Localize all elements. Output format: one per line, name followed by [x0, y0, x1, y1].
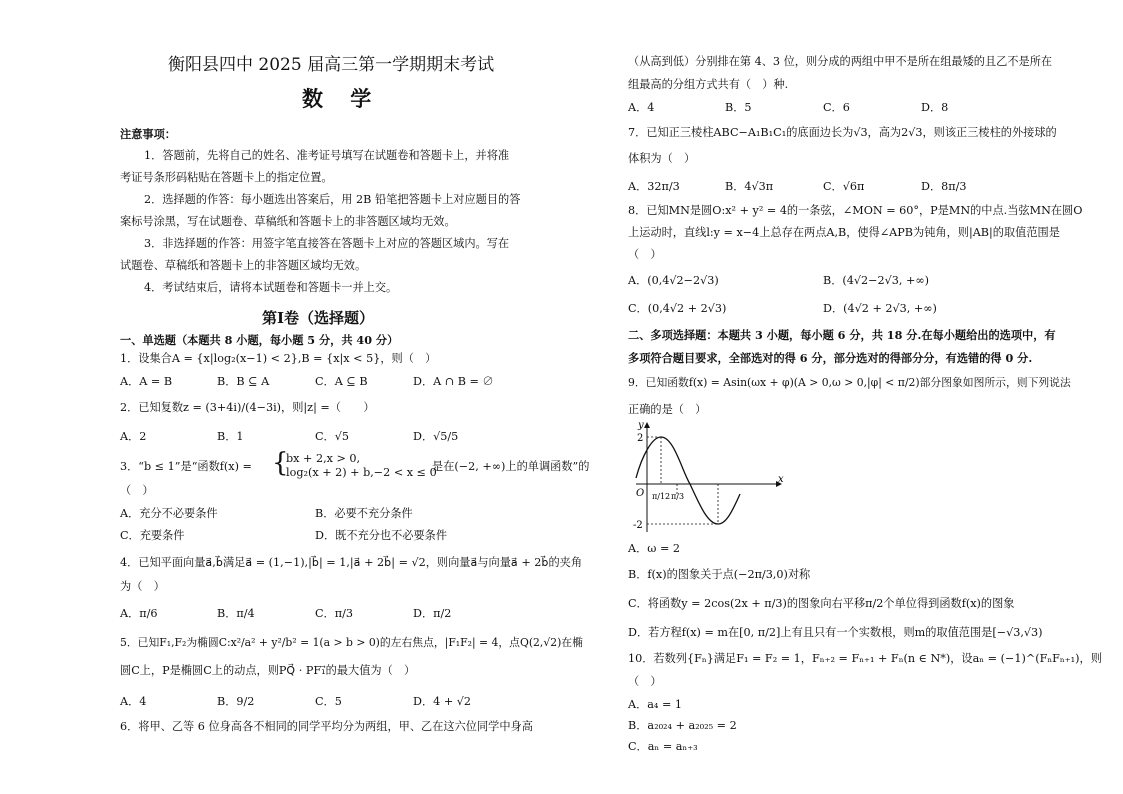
- question-4a: 4．已知平面向量a⃗,b⃗满足a⃗ = (1,−1),|b⃗| = 1,|a⃗ + 2b⃗| = √2，则向量a⃗与向量a⃗ + 2b⃗的夹角: [120, 556, 583, 569]
- notice-2a: 2．选择题的作答：每小题选出答案后，用 2B 铅笔把答题卡上对应题目的答: [144, 193, 521, 206]
- q4-option-a: A．π/6: [120, 607, 158, 620]
- q8-option-d: D．(4√2 + 2√3, +∞): [823, 302, 937, 315]
- q7-option-a: A．32π/3: [628, 180, 680, 193]
- question-1: 1．设集合A = {x|log₂(x−1) < 2},B = {x|x < 5}，则（ ）: [120, 352, 437, 365]
- q1-option-a: A．A = B: [120, 375, 173, 388]
- y-axis-label: y: [638, 420, 644, 431]
- q10-option-a: A．a₄ = 1: [628, 698, 683, 711]
- question-10a: 10．若数列{Fₙ}满足F₁ = F₂ = 1，Fₙ₊₂ = Fₙ₊₁ + Fₙ(n ∈ N*)，设aₙ = (−1)^(FₙFₙ₊₁)，则: [628, 652, 1102, 665]
- question-8b: 上运动时，直线l:y = x−4上总存在两点A,B，使得∠APB为钝角，则|AB|的取值范围是: [628, 226, 1060, 239]
- q1-option-b: B．B ⊆ A: [217, 375, 270, 388]
- y-min-label: -2: [633, 520, 643, 531]
- exam-title: 衡阳县四中 2025 届高三第一学期期末考试: [168, 55, 495, 75]
- question-6c: 组最高的分组方式共有（ ）种.: [628, 78, 789, 91]
- question-7b: 体积为（ ）: [628, 152, 696, 165]
- q2-option-a: A．2: [120, 430, 147, 443]
- x-tick-1-label: π/12: [652, 492, 671, 501]
- x-axis-label: x: [778, 474, 784, 485]
- q3-case-2: log₂(x + 2) + b,−2 < x ≤ 0: [286, 466, 437, 479]
- q3-case-1: bx + 2,x > 0,: [286, 452, 361, 465]
- notice-3b: 试题卷、草稿纸和答题卡上的非答题区域均无效。: [120, 259, 367, 272]
- q3-option-d: D．既不充分也不必要条件: [315, 529, 448, 542]
- q6-option-b: B．5: [725, 101, 752, 114]
- q5-option-a: A．4: [120, 695, 147, 708]
- q1-option-c: C．A ⊆ B: [315, 375, 368, 388]
- q1-option-d: D．A ∩ B = ∅: [413, 375, 494, 388]
- q9-option-a: A．ω = 2: [628, 542, 680, 555]
- question-9b: 正确的是（ ）: [628, 403, 707, 416]
- question-8c: （ ）: [628, 248, 662, 261]
- notice-3a: 3．非选择题的作答：用签字笔直接答在答题卡上对应的答题区域内。写在: [144, 237, 510, 250]
- q3-brace: {: [272, 448, 289, 478]
- q7-option-b: B．4√3π: [725, 180, 774, 193]
- q6-option-c: C．6: [823, 101, 850, 114]
- question-10b: （ ）: [628, 675, 662, 688]
- question-3-paren: （ ）: [120, 484, 154, 497]
- q4-option-c: C．π/3: [315, 607, 353, 620]
- section1-heading: 一、单选题（本题共 8 小题，每小题 5 分，共 40 分）: [120, 333, 399, 347]
- origin-label: O: [636, 488, 645, 499]
- q6-option-a: A．4: [628, 101, 655, 114]
- q2-option-b: B．1: [217, 430, 244, 443]
- section2-heading-a: 二、多项选择题：本题共 3 小题，每小题 6 分，共 18 分.在每小题给出的选项中，有: [628, 328, 1056, 342]
- question-9a: 9．已知函数f(x) = Asin(ωx + φ)(A > 0,ω > 0,|φ| < π/2)部分图象如图所示，则下列说法: [628, 376, 1071, 389]
- question-4b: 为（ ）: [120, 580, 165, 593]
- question-3-suffix: 是在(−2, +∞)上的单调函数”的: [432, 460, 590, 473]
- section2-heading-b: 多项符合题目要求，全部选对的得 6 分，部分选对的得部分分，有选错的得 0 分.: [628, 351, 1033, 365]
- sine-graph: [628, 416, 788, 536]
- q9-option-c: C．将函数y = 2cos(2x + π/3)的图象向右平移π/2个单位得到函数f(x)的图象: [628, 597, 1015, 610]
- q2-option-c: C．√5: [315, 430, 349, 443]
- question-7a: 7．已知正三棱柱ABC−A₁B₁C₁的底面边长为√3，高为2√3，则该正三棱柱的外接球的: [628, 126, 1057, 139]
- q7-option-d: D．8π/3: [921, 180, 967, 193]
- question-6b: （从高到低）分别排在第 4、3 位，则分成的两组中甲不是所在组最矮的且乙不是所在: [628, 55, 1053, 68]
- y-axis-arrow: [644, 422, 650, 428]
- q5-option-b: B．9/2: [217, 695, 255, 708]
- q10-option-c: C．aₙ = aₙ₊₃: [628, 740, 698, 753]
- question-2: 2．已知复数z = (3+4i)/(4−3i)，则|z| =（ ）: [120, 401, 375, 414]
- y-max-label: 2: [637, 433, 644, 444]
- question-3-prefix: 3．“b ≤ 1”是“函数f(x) =: [120, 460, 252, 473]
- q8-option-c: C．(0,4√2 + 2√3): [628, 302, 727, 315]
- q8-option-a: A．(0,4√2−2√3): [628, 274, 719, 287]
- question-8a: 8．已知MN是圆O:x² + y² = 4的一条弦，∠MON = 60°，P是MN的中点.当弦MN在圆O: [628, 204, 1083, 217]
- q2-option-d: D．√5/5: [413, 430, 459, 443]
- q6-option-d: D．8: [921, 101, 949, 114]
- q9-option-d: D．若方程f(x) = m在[0, π/2]上有且只有一个实数根，则m的取值范围是[−√3,√3): [628, 626, 1043, 639]
- q7-option-c: C．√6π: [823, 180, 865, 193]
- q3-option-a: A．充分不必要条件: [120, 507, 218, 520]
- question-6a: 6．将甲、乙等 6 位身高各不相同的同学平均分为两组，甲、乙在这六位同学中身高: [120, 720, 533, 733]
- q3-option-b: B．必要不充分条件: [315, 507, 413, 520]
- subject-title: 数 学: [302, 86, 382, 111]
- sine-curve: [636, 437, 740, 524]
- notice-1a: 1．答题前，先将自己的姓名、准考证号填写在试题卷和答题卡上，并将准: [144, 149, 510, 162]
- notice-heading: 注意事项：: [120, 127, 176, 141]
- q5-option-c: C．5: [315, 695, 342, 708]
- question-5a: 5．已知F₁,F₂为椭圆C:x²/a² + y²/b² = 1(a > b > 0)的左右焦点，|F₁F₂| = 4，点Q(2,√2)在椭: [120, 636, 583, 649]
- x-tick-2-label: π/3: [671, 492, 685, 501]
- notice-4: 4．考试结束后，请将本试题卷和答题卡一并上交。: [144, 281, 398, 294]
- q8-option-b: B．(4√2−2√3, +∞): [823, 274, 930, 287]
- q4-option-b: B．π/4: [217, 607, 255, 620]
- q4-option-d: D．π/2: [413, 607, 452, 620]
- question-5b: 圆C上，P是椭圆C上的动点，则PQ⃗ · PF₁⃗的最大值为（ ）: [120, 664, 416, 677]
- q3-option-c: C．充要条件: [120, 529, 185, 542]
- q5-option-d: D．4 + √2: [413, 695, 472, 708]
- notice-1b: 考证号条形码粘贴在答题卡上的指定位置。: [120, 171, 333, 184]
- part1-title: 第Ⅰ卷（选择题）: [262, 309, 375, 327]
- notice-2b: 案标号涂黑，写在试题卷、草稿纸和答题卡上的非答题区域均无效。: [120, 215, 456, 228]
- q9-option-b: B．f(x)的图象关于点(−2π/3,0)对称: [628, 568, 811, 581]
- q10-option-b: B．a₂₀₂₄ + a₂₀₂₅ = 2: [628, 719, 737, 732]
